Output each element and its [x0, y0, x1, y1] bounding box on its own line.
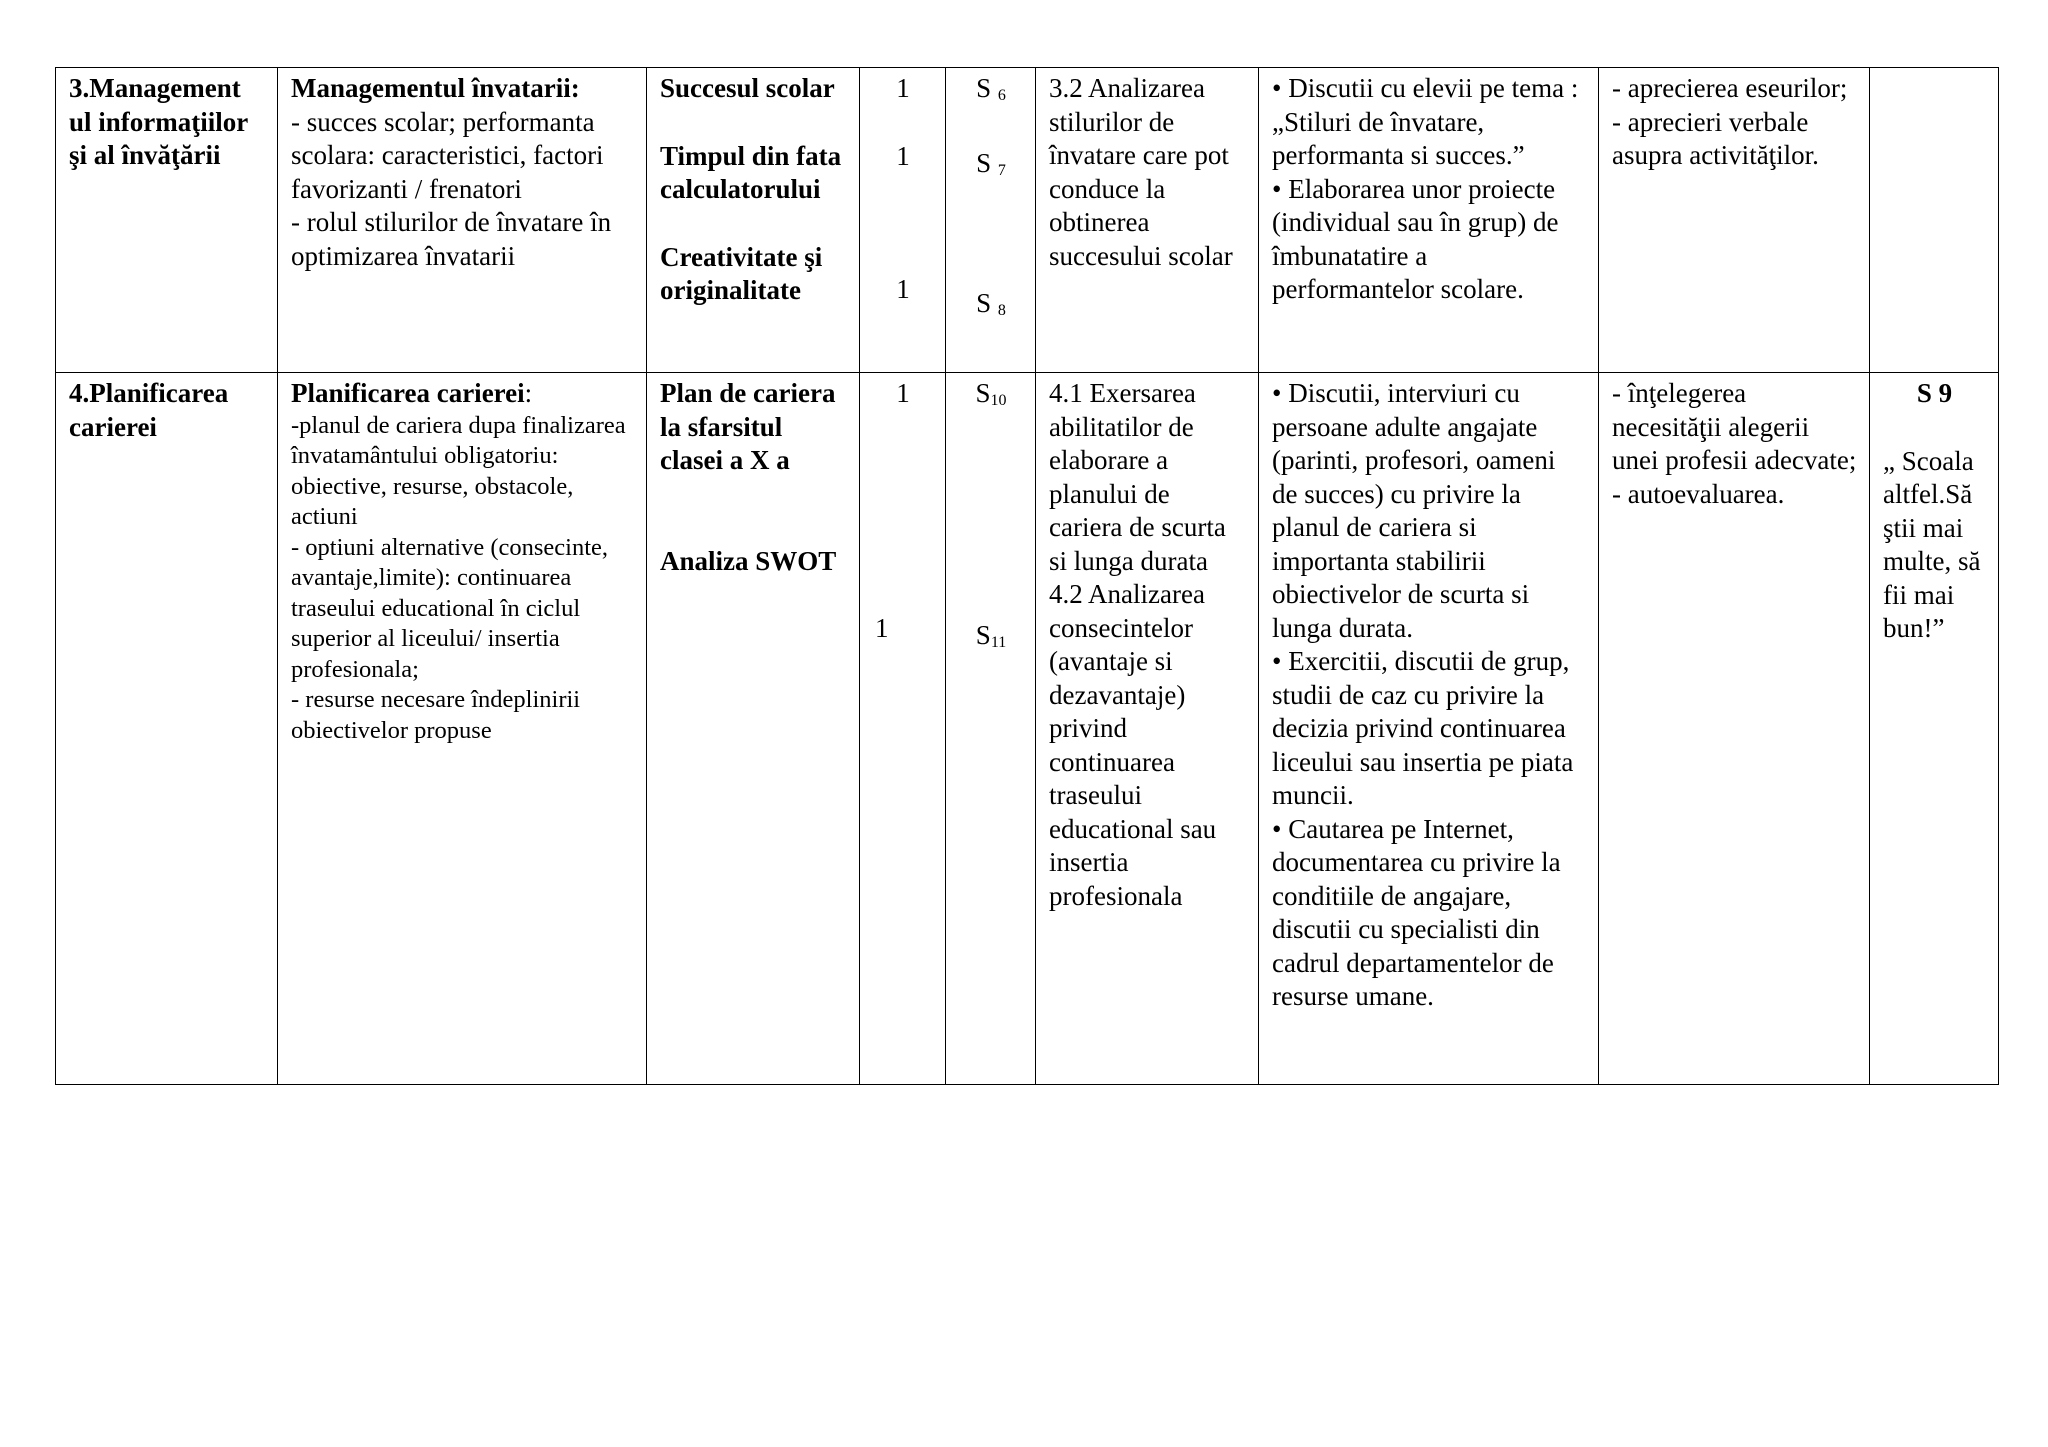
content-cell: Planificarea carierei: -planul de cariera dupa finalizarea învatamântului obligatoriu: obiective, resurse, obstacole, actiuni - optiuni alternative (consecinte, avantaje,limite): continuarea traseului educational în ciclul superior al liceului/ insertia profesionala; - resurse necesare îndeplinirii obiectivelor propuse: [278, 373, 647, 1085]
themes-cell: [647, 68, 860, 373]
hours-value: 1: [896, 274, 910, 304]
notes-cell: [1870, 373, 1999, 1085]
hours-value: 1: [896, 140, 910, 171]
activity-item: • Discutii, interviuri cu persoane adulte angajate (parinti, profesori, oameni de succes) cu privire la planul de cariera si importanta stabilirii obiectivelor de scurta si lunga durata.: [1272, 378, 1556, 643]
evaluation-item: - autoevaluarea.: [1612, 478, 1785, 509]
activity-item: • Cautarea pe Internet, documentarea cu privire la conditiile de angajare, discutii cu specialisti din cadrul departamentelor de resurse umane.: [1272, 813, 1561, 1011]
theme-title: Timpul din fata calculatorului: [660, 140, 842, 204]
themes-cell: [647, 373, 860, 1085]
evaluation-item: - aprecieri verbale asupra activităţilor.: [1612, 106, 1819, 170]
content-item: - succes scolar; performanta scolara: caracteristici, factori favorizanti / frenatori: [291, 106, 604, 204]
content-item: - resurse necesare îndeplinirii obiectivelor propuse: [291, 686, 581, 744]
content-item: - rolul stilurilor de învatare în optimizarea învatarii: [291, 207, 612, 271]
session-label: S $_8$: [976, 288, 1006, 319]
hours-cell: [860, 68, 946, 373]
notes-cell: [1870, 68, 1999, 373]
activities-cell: [1259, 373, 1599, 1085]
theme-title: Analiza SWOT: [660, 545, 837, 576]
activity-item: • Discutii cu elevii pe tema : „Stiluri de învatare, performanta si succes.”: [1272, 73, 1579, 170]
hours-cell: [860, 373, 946, 1085]
session-label: $S_{10}$: [975, 378, 1007, 409]
session-cell: [946, 373, 1036, 1085]
planning-table: [55, 67, 1999, 1085]
theme-title: Succesul scolar: [660, 73, 835, 103]
theme-title: Plan de cariera la sfarsitul clasei a X a: [660, 378, 836, 475]
evaluation-cell: [1599, 373, 1870, 1085]
notes-text: „ Scoala altfel.Să ştii mai multe, să fii mai bun!”: [1883, 445, 1981, 643]
activity-item: • Elaborarea unor proiecte (individual sau în grup) de îmbunatatire a performantelor scolare.: [1272, 173, 1559, 304]
session-cell: [946, 68, 1036, 373]
content-title: Planificarea carierei: [291, 378, 525, 408]
module-title: 4.Planificarea carierei: [69, 378, 229, 442]
table-row: [56, 373, 1999, 1085]
competences-cell: [1036, 373, 1259, 1085]
module-title: 3.Management ul informaţiilor şi al învăţării: [69, 73, 248, 170]
competence-text: 4.1 Exersarea abilitatilor de elaborare a planului de cariera de scurta si lunga durata: [1049, 378, 1226, 576]
hours-value: 1: [896, 378, 910, 408]
activities-cell: [1259, 68, 1599, 373]
notes-title: S 9: [1916, 378, 1953, 408]
competence-text: 3.2 Analizarea stilurilor de învatare care pot conduce la obtinerea succesului scolar: [1049, 73, 1233, 271]
session-label: $S_{11}$: [975, 619, 1007, 651]
module-cell: [56, 68, 278, 373]
theme-title: Creativitate şi originalitate: [660, 241, 823, 305]
table-row: [56, 68, 1999, 373]
competence-text: 4.2 Analizarea consecintelor (avantaje si dezavantaje) privind continuarea traseului educational sau insertia profesionala: [1049, 579, 1217, 911]
content-item: -planul de cariera dupa finalizarea învatamântului obligatoriu: obiective, resurse, obstacole, actiuni: [291, 411, 626, 530]
evaluation-cell: [1599, 68, 1870, 373]
evaluation-item: - aprecierea eseurilor;: [1612, 73, 1848, 103]
competences-cell: [1036, 68, 1259, 373]
content-cell: [278, 68, 647, 373]
activity-item: • Exercitii, discutii de grup, studii de caz cu privire la decizia privind continuarea liceului sau insertia pe piata muncii.: [1272, 646, 1574, 810]
module-cell: [56, 373, 278, 1085]
content-item: - optiuni alternative (consecinte, avantaje,limite): continuarea traseului educational în ciclul superior al liceului/ insertia profesionala;: [291, 533, 609, 683]
hours-value: 1: [875, 612, 889, 643]
content-title: Managementul învatarii:: [291, 73, 580, 103]
session-label: S $_6$: [976, 73, 1006, 104]
evaluation-item: - înţelegerea necesităţii alegerii unei profesii adecvate;: [1612, 378, 1857, 475]
session-label: S $_7$: [976, 147, 1006, 179]
hours-value: 1: [896, 73, 910, 103]
